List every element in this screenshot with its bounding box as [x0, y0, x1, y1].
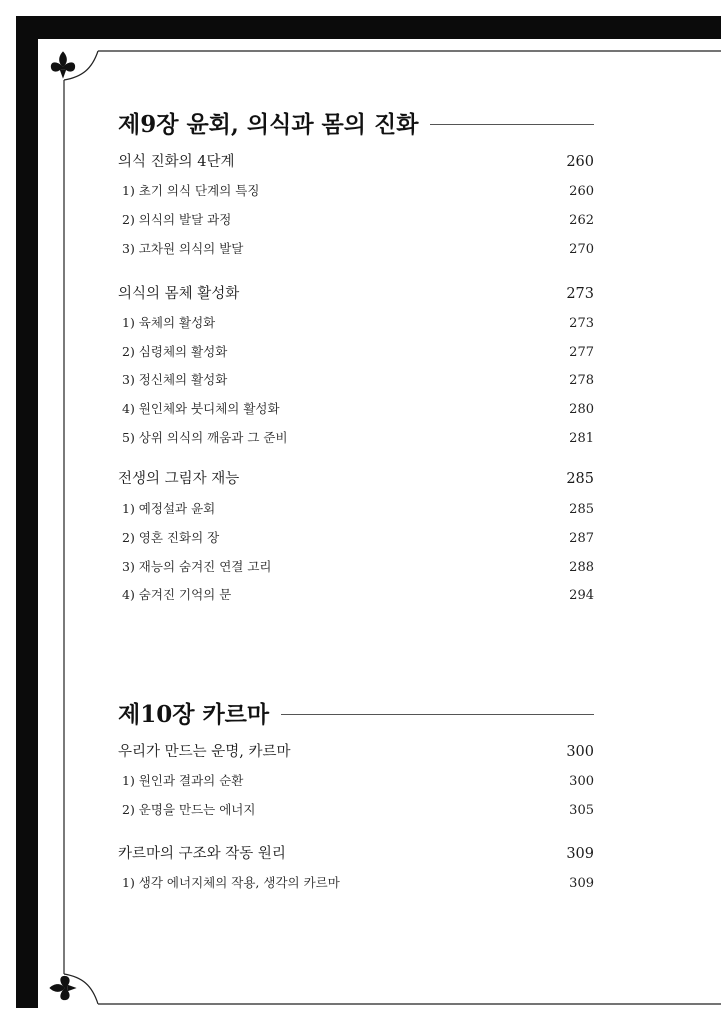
- page-number: 285: [569, 502, 594, 517]
- toc-subsection[interactable]: [118, 873, 594, 891]
- subsection-title: 4) 원인체와 붓디체의 활성화: [122, 401, 280, 416]
- page-number: 280: [569, 402, 594, 417]
- subsection-title: 2) 의식의 발달 과정: [122, 212, 232, 227]
- page-number: 260: [569, 184, 594, 199]
- toc-subsection[interactable]: [118, 499, 594, 517]
- subsection-title: 1) 생각 에너지체의 작용, 생각의 카르마: [122, 875, 340, 890]
- subsection-title: 4) 숨겨진 기억의 문: [122, 587, 232, 602]
- toc-subsection[interactable]: [118, 800, 594, 818]
- toc-subsection[interactable]: [118, 528, 594, 546]
- section-title: 우리가 만드는 운명, 카르마: [118, 744, 291, 760]
- toc-section[interactable]: [118, 842, 594, 863]
- subsection-title: 1) 원인과 결과의 순환: [122, 773, 244, 788]
- page-number: 288: [569, 560, 594, 575]
- section-title: 카르마의 구조와 작동 원리: [118, 846, 286, 862]
- toc-section[interactable]: [118, 150, 594, 171]
- page-number: 287: [569, 531, 594, 546]
- fleur-de-lis-icon: [46, 48, 80, 82]
- toc-subsection[interactable]: [118, 585, 594, 603]
- subsection-title: 3) 고차원 의식의 발달: [122, 241, 244, 256]
- toc-section[interactable]: [118, 740, 594, 761]
- page-number: 270: [569, 242, 594, 257]
- subsection-title: 3) 정신체의 활성화: [122, 372, 228, 387]
- subsection-title: 1) 육체의 활성화: [122, 315, 216, 330]
- chapter-heading: [118, 696, 594, 729]
- page-number: 262: [569, 213, 594, 228]
- page-number: 285: [566, 471, 594, 487]
- toc-subsection[interactable]: [118, 557, 594, 575]
- subsection-title: 1) 예정설과 윤회: [122, 501, 216, 516]
- page-number: 294: [569, 588, 594, 603]
- toc-subsection[interactable]: [118, 771, 594, 789]
- page-number: 273: [566, 286, 594, 302]
- page-number: 309: [569, 876, 594, 891]
- chapter-title: 제10장 카르마: [118, 701, 270, 728]
- page-number: 309: [566, 846, 594, 862]
- subsection-title: 1) 초기 의식 단계의 특징: [122, 183, 260, 198]
- page-number: 300: [566, 744, 594, 760]
- toc-section[interactable]: [118, 282, 594, 303]
- toc-subsection[interactable]: [118, 210, 594, 228]
- toc-section[interactable]: [118, 467, 594, 488]
- toc-subsection[interactable]: [118, 399, 594, 417]
- page-number: 305: [569, 803, 594, 818]
- subsection-title: 2) 운명을 만드는 에너지: [122, 802, 256, 817]
- page-number: 300: [569, 774, 594, 789]
- toc-subsection[interactable]: [118, 370, 594, 388]
- toc-subsection[interactable]: [118, 428, 594, 446]
- chapter-heading: [118, 106, 594, 139]
- page-number: 273: [569, 316, 594, 331]
- page-number: 281: [569, 431, 594, 446]
- section-title: 전생의 그림자 재능: [118, 471, 240, 487]
- chapter-title: 제9장 윤회, 의식과 몸의 진화: [118, 111, 419, 138]
- toc-subsection[interactable]: [118, 239, 594, 257]
- page-number: 260: [566, 154, 594, 170]
- page-number: 278: [569, 373, 594, 388]
- fleur-de-lis-icon: [46, 971, 80, 1005]
- subsection-title: 5) 상위 의식의 깨움과 그 준비: [122, 430, 288, 445]
- page-number: 277: [569, 345, 594, 360]
- subsection-title: 2) 영혼 진화의 장: [122, 530, 220, 545]
- toc-subsection[interactable]: [118, 313, 594, 331]
- subsection-title: 3) 재능의 숨겨진 연결 고리: [122, 559, 272, 574]
- toc-subsection[interactable]: [118, 181, 594, 199]
- section-title: 의식의 몸체 활성화: [118, 286, 240, 302]
- section-title: 의식 진화의 4단계: [118, 154, 235, 170]
- toc-subsection[interactable]: [118, 342, 594, 360]
- heading-rule: [430, 124, 594, 125]
- subsection-title: 2) 심령체의 활성화: [122, 344, 228, 359]
- heading-rule: [281, 714, 594, 715]
